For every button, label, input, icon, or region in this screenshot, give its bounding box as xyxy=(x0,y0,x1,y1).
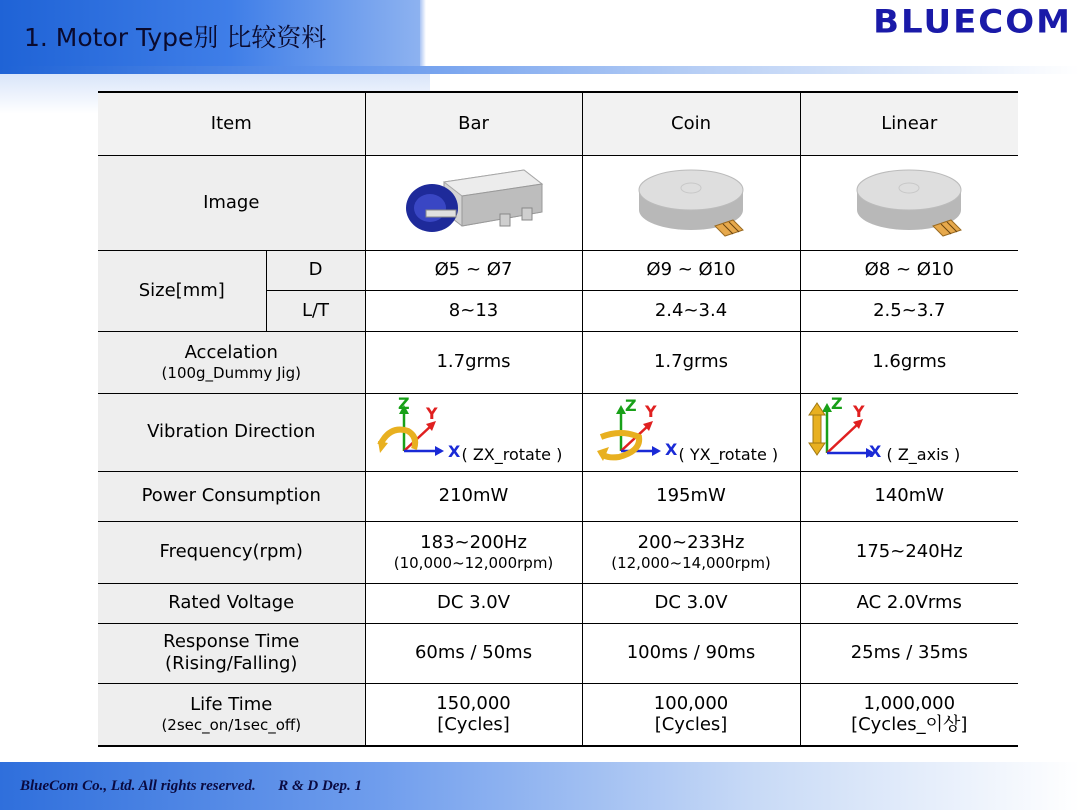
axis-z-label: Z xyxy=(830,395,843,413)
voltage-bar: DC 3.0V xyxy=(365,583,582,623)
linear-motor-icon xyxy=(849,164,969,242)
size-lt-linear: 2.5~3.7 xyxy=(800,290,1018,331)
size-label: Size[mm] xyxy=(98,250,266,331)
axis-z-label: Z xyxy=(397,395,410,413)
life-label: Life Time xyxy=(190,694,273,716)
frequency-coin-rpm: (12,000~14,000rpm) xyxy=(611,553,771,572)
acceleration-coin: 1.7grms xyxy=(582,331,800,393)
life-label-cell xyxy=(98,683,365,746)
size-d-linear: Ø8 ~ Ø10 xyxy=(800,250,1018,290)
power-row xyxy=(98,471,1018,521)
page-title: 1. Motor Type別 比较资料 xyxy=(24,23,327,52)
acceleration-sublabel: (100g_Dummy Jig) xyxy=(161,363,301,382)
voltage-coin: DC 3.0V xyxy=(582,583,800,623)
axis-z-label: Z xyxy=(624,396,637,415)
response-row xyxy=(98,623,1018,683)
vibration-row xyxy=(98,393,1018,471)
vibration-note-bar: ( ZX_rotate ) xyxy=(461,445,563,464)
size-lt-bar: 8~13 xyxy=(365,290,582,331)
vibration-note-coin: ( YX_rotate ) xyxy=(678,445,779,464)
voltage-label: Rated Voltage xyxy=(98,583,365,623)
vibration-note-linear: ( Z_axis ) xyxy=(886,445,961,464)
power-coin: 195mW xyxy=(582,471,800,521)
axis-y-label: Y xyxy=(425,404,438,423)
axis-x-label: X xyxy=(447,442,460,461)
life-sublabel: (2sec_on/1sec_off) xyxy=(161,716,302,735)
bar-motor-icon xyxy=(404,164,544,242)
axis-x-label: X xyxy=(664,440,677,459)
acceleration-label-cell xyxy=(98,331,365,393)
header-bar: Bar xyxy=(365,92,582,155)
header-linear: Linear xyxy=(800,92,1018,155)
response-coin: 100ms / 90ms xyxy=(582,623,800,683)
frequency-bar: 183~200Hz xyxy=(420,532,527,554)
table-header-row xyxy=(98,92,1018,155)
bar-motor-image xyxy=(365,155,582,250)
acceleration-label: Accelation xyxy=(184,342,278,364)
frequency-coin-cell xyxy=(582,521,800,583)
power-label: Power Consumption xyxy=(98,471,365,521)
vibration-coin xyxy=(582,393,800,471)
size-d-row xyxy=(98,250,1018,290)
life-bar: 150,000 xyxy=(436,692,511,714)
life-linear-unit: [Cycles_이상] xyxy=(851,714,968,736)
motor-comparison-table xyxy=(98,91,1018,747)
life-row xyxy=(98,683,1018,746)
coin-motor-icon xyxy=(631,164,751,242)
image-row xyxy=(98,155,1018,250)
frequency-bar-cell xyxy=(365,521,582,583)
response-label: Response Time xyxy=(163,631,300,653)
power-bar: 210mW xyxy=(365,471,582,521)
footer xyxy=(20,778,362,795)
axis-y-label: Y xyxy=(852,402,865,421)
response-bar: 60ms / 50ms xyxy=(365,623,582,683)
footer-company: BlueCom Co., Ltd. All rights reserved. xyxy=(20,778,256,794)
voltage-linear: AC 2.0Vrms xyxy=(800,583,1018,623)
header-coin: Coin xyxy=(582,92,800,155)
life-bar-cell xyxy=(365,683,582,746)
response-label-cell xyxy=(98,623,365,683)
life-bar-unit: [Cycles] xyxy=(437,714,510,736)
acceleration-bar: 1.7grms xyxy=(365,331,582,393)
life-linear: 1,000,000 xyxy=(863,692,956,714)
response-sublabel: (Rising/Falling) xyxy=(165,653,298,674)
life-linear-cell xyxy=(800,683,1018,746)
acceleration-row xyxy=(98,331,1018,393)
acceleration-linear: 1.6grms xyxy=(800,331,1018,393)
life-coin-unit: [Cycles] xyxy=(654,714,728,736)
company-logo: BLUECOM xyxy=(873,3,1072,41)
footer-dept: R & D Dep. 1 xyxy=(278,778,362,794)
vibration-bar xyxy=(365,393,582,471)
life-coin: 100,000 xyxy=(653,692,729,714)
frequency-linear: 175~240Hz xyxy=(800,521,1018,583)
voltage-row xyxy=(98,583,1018,623)
vibration-label: Vibration Direction xyxy=(98,393,365,471)
size-d-bar: Ø5 ~ Ø7 xyxy=(365,250,582,290)
size-d-coin: Ø9 ~ Ø10 xyxy=(582,250,800,290)
frequency-bar-rpm: (10,000~12,000rpm) xyxy=(393,553,554,572)
coin-motor-image xyxy=(582,155,800,250)
size-lt-coin: 2.4~3.4 xyxy=(582,290,800,331)
axis-y-label: Y xyxy=(644,402,657,421)
size-lt-label: L/T xyxy=(266,290,365,331)
frequency-label: Frequency(rpm) xyxy=(98,521,365,583)
image-label: Image xyxy=(98,155,365,250)
header-divider xyxy=(0,66,1080,74)
size-d-label: D xyxy=(266,250,365,290)
response-linear: 25ms / 35ms xyxy=(800,623,1018,683)
vibration-linear xyxy=(800,393,1018,471)
axis-x-label: X xyxy=(868,442,881,461)
frequency-coin: 200~233Hz xyxy=(637,532,745,554)
header-item: Item xyxy=(98,92,365,155)
linear-motor-image xyxy=(800,155,1018,250)
power-linear: 140mW xyxy=(800,471,1018,521)
life-coin-cell xyxy=(582,683,800,746)
frequency-row xyxy=(98,521,1018,583)
